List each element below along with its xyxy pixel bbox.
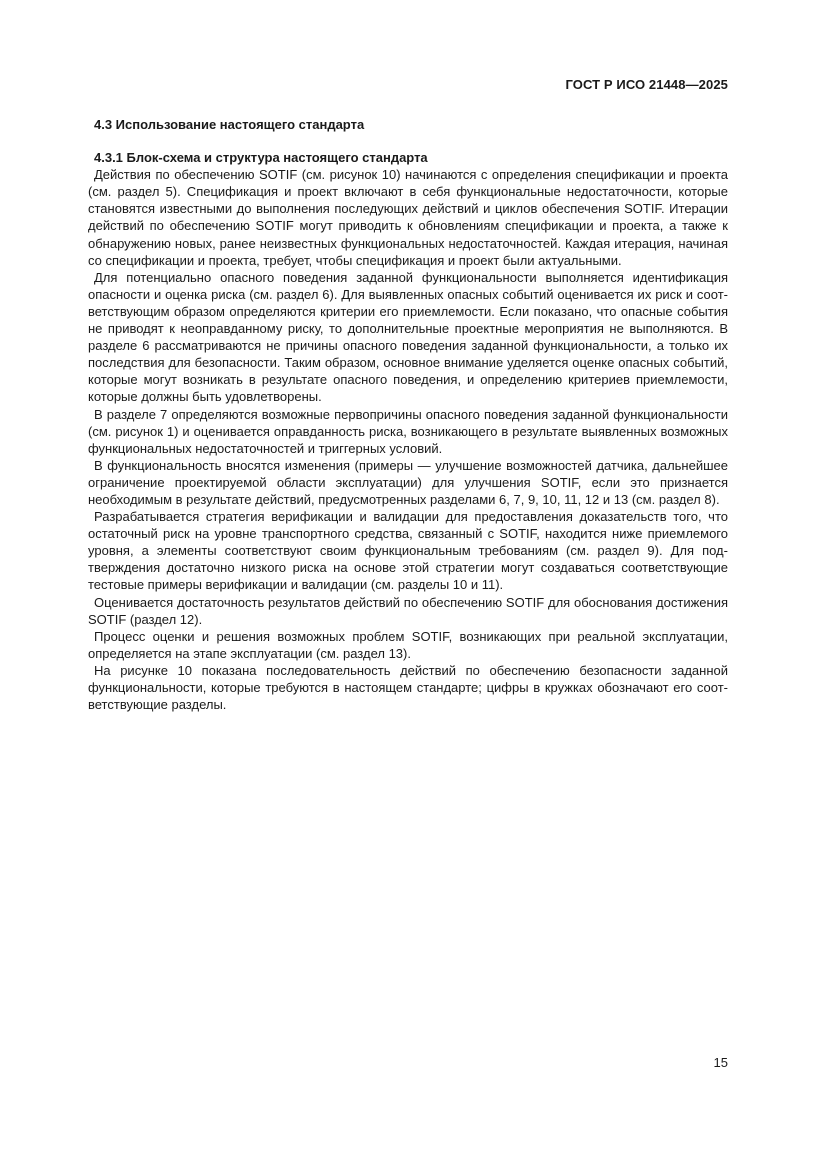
page-content [88, 116, 728, 713]
paragraph-2: Для потенциально опасного поведения заданной функциональности выполняется идентификация опасности и оценка риска (см. раздел 6). Для выявленных опасных событий оценивается их риск и соответствующим образом определяются критерии его приемлемости. Если показано, что опасные события не приводят к неоправданному риску, то дополнительные проектные мероприятия не выполняются. В разделе 6 рассматриваются не причины опасного поведения заданной функциональности, а только их последствия для безопасности. Таким образом, основное внимание уделяется оценке опасных событий, которые могут возникать в результате опасного поведения, и определению критериев приемлемости, которые должны быть удовлетворены. [88, 269, 728, 405]
paragraph-7: Процесс оценки и решения возможных проблем SOTIF, возникающих при реальной эксплуатации, определяется на этапе эксплуатации (см. раздел 13). [88, 628, 728, 661]
section-heading: 4.3 Использование настоящего стандарта [94, 117, 365, 132]
paragraph-1: Действия по обеспечению SOTIF (см. рисунок 10) начинаются с определения спецификации и проекта (см. раздел 5). Спецификация и проект включают в себя функциональные недостаточности, которые становятся известными до выполнения последующих действий и циклов обеспечения SOTIF. Итерации действий по обеспечению SOTIF могут приводить к обновлениям спецификации и проекта, а также к обнаружению новых, ранее неизвестных функциональных недостаточностей. Каждая итерация, начиная со спецификации и проекта, требует, чтобы спецификация и проект были актуальными. [88, 167, 728, 268]
page-number: 15 [713, 1055, 728, 1070]
paragraph-8: На рисунке 10 показана последовательность действий по обеспечению безопасности заданной функциональности, которые требуются в настоящем стандарте; цифры в кружках обозначают его соответствующие разделы. [88, 662, 728, 713]
paragraph-4: В функциональность вносятся изменения (примеры — улучшение возможностей датчика, дальнейшее ограничение проектируемой области эксплуатации) для улучшения SOTIF, если это признается необходимым в результате действий, предусмотренных разделами 6, 7, 9, 10, 11, 12 и 13 (см. раздел 8). [88, 457, 728, 507]
paragraph-6: Оценивается достаточность результатов действий по обеспечению SOTIF для обоснования достижения SOTIF (раздел 12). [88, 594, 728, 627]
subsection-heading: 4.3.1 Блок-схема и структура настоящего стандарта [94, 150, 428, 166]
document-header-code: ГОСТ Р ИСО 21448—2025 [565, 77, 728, 92]
paragraph-5: Разрабатывается стратегия верификации и валидации для предоставления доказательств того, что остаточный риск на уровне транспортного средства, связанный с SOTIF, находится ниже приемлемого уровня, а элементы соответствуют своим функциональным требованиям (см. раздел 9). Для подтверждения достаточно низкого риска на основе этой стратегии могут создаваться соответствующие тестовые примеры верификации и валидации (см. разделы 10 и 11). [88, 509, 728, 593]
paragraph-3: В разделе 7 определяются возможные первопричины опасного поведения заданной функциональности (см. рисунок 1) и оценивается оправданность риска, возникающего в результате выявленных возможных функциональных недостаточностей и триггерных условий. [88, 406, 728, 456]
